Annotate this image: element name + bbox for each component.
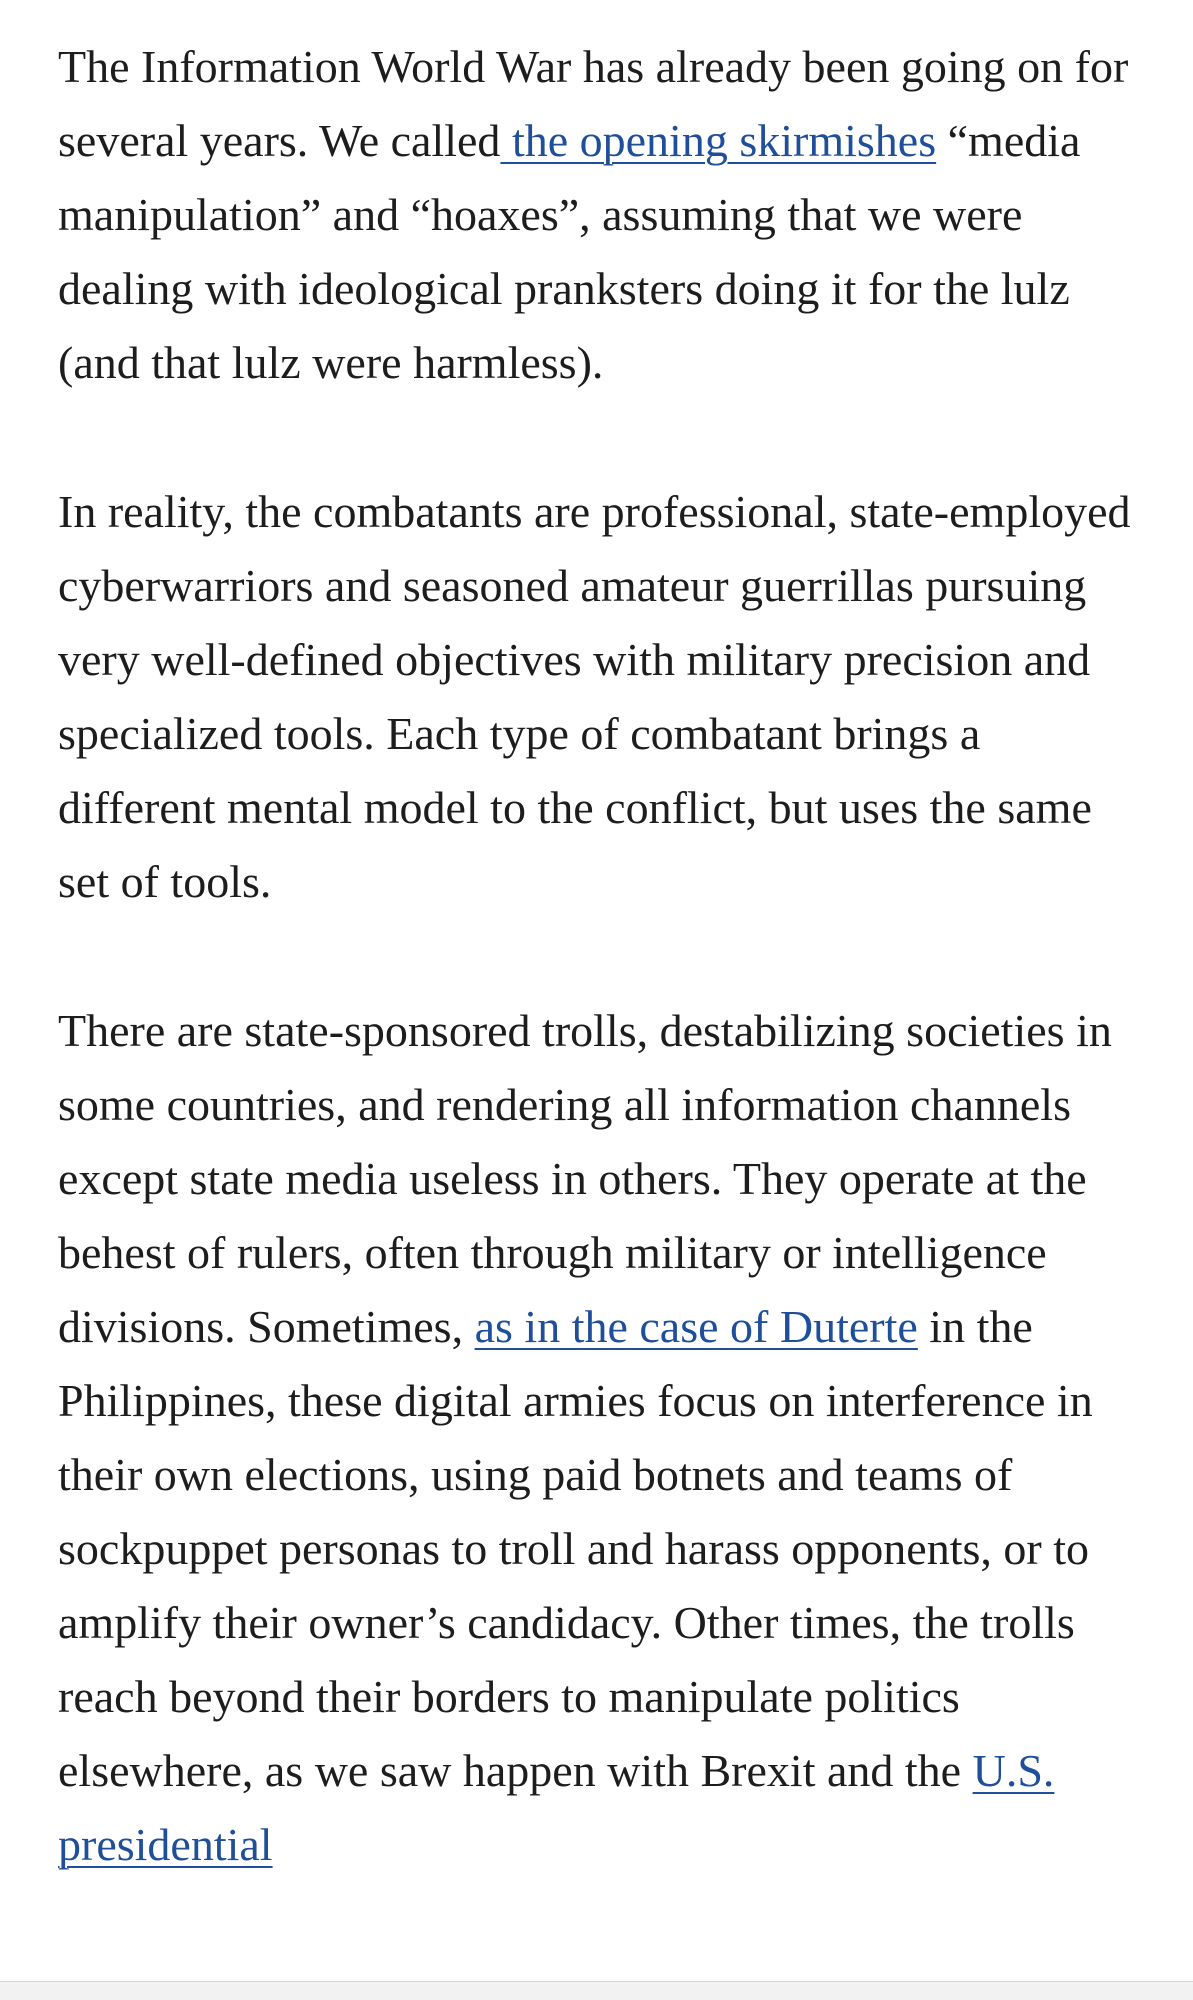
link-duterte[interactable]: as in the case of Duterte bbox=[474, 1301, 918, 1352]
paragraph-text: There are state-sponsored trolls, destabilizing societies in some countries, and rendering all information channels except state media useless in others. They operate at the behest of rulers, often through military or intelligence divisions. Sometimes, bbox=[58, 1005, 1112, 1352]
article-body bbox=[58, 30, 1138, 1957]
paragraph-text: in the Philippines, these digital armies focus on interference in their own elections, using paid botnets and teams of sockpuppet personas to troll and harass opponents, or to amplify their owner’s candidacy. Other times, the trolls reach beyond their borders to manipulate politics elsewhere, as we saw happen with Brexit and the bbox=[58, 1301, 1093, 1796]
paragraph-2 bbox=[58, 475, 1138, 919]
link-us-presidential[interactable]: U.S. presidential bbox=[58, 1745, 1055, 1870]
paragraph-text: The Information World War has already been going on for several years. We called bbox=[58, 41, 1129, 166]
link-the-opening-skirmishes[interactable]: the opening skirmishes bbox=[500, 115, 937, 166]
paragraph-text: In reality, the combatants are professional, state-employed cyberwarriors and seasoned amateur guerrillas pursuing very well-defined objectives with military precision and specialized tools. Each type of combatant brings a different mental model to the conflict, but uses the same set of tools. bbox=[58, 486, 1131, 907]
paragraph-1 bbox=[58, 30, 1138, 400]
paragraph-text: “media manipulation” and “hoaxes”, assuming that we were dealing with ideological pranksters doing it for the lulz (and that lulz were harmless). bbox=[58, 115, 1081, 388]
paragraph-3 bbox=[58, 994, 1138, 1882]
bottom-toolbar-edge bbox=[0, 1981, 1193, 2000]
